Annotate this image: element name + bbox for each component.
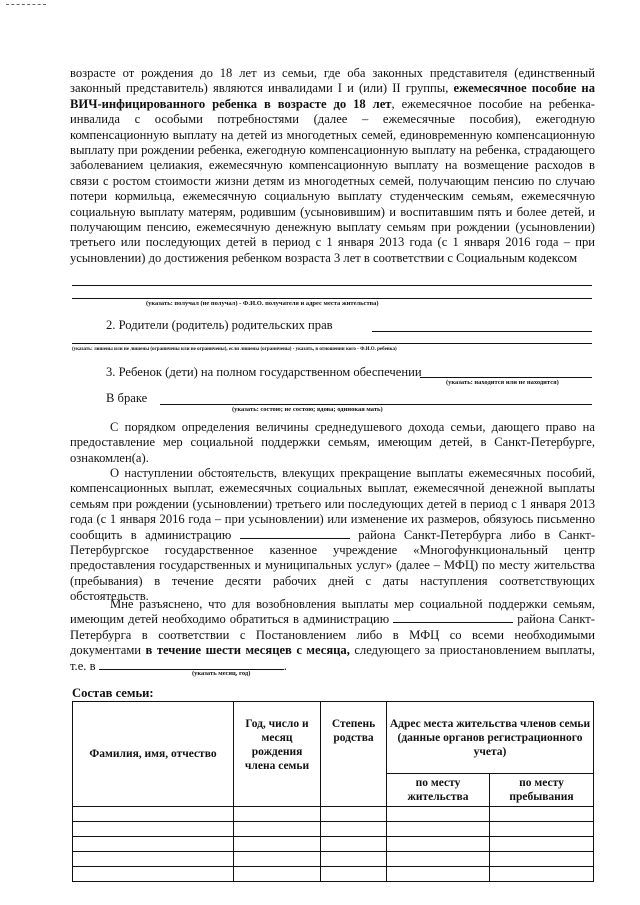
caption-marriage: (указать: состою; не состою; вдова; одинокая мать): [232, 406, 383, 413]
table-row: [73, 867, 594, 882]
marriage-label: В браке: [106, 391, 148, 405]
marriage-line[interactable]: [160, 404, 592, 405]
parents-line-1[interactable]: [372, 331, 592, 332]
caption-month: (указать месяц, год): [192, 670, 251, 677]
caption-receiving: (указать: получал (не получал) - Ф.И.О. получателя и адрес места жительства): [146, 300, 379, 307]
paragraph-intro: возрасте от рождения до 18 лет из семьи, где оба законных представителя (единственный законный представитель) являются инвалидами I и (или) II группы, ежемесячное пособие на ВИЧ-инфицированного ребенка в возрасте до 18 лет, ежемесячное пособие на ребенка-инвалида с особыми потребностями (далее – ежемесячные пособия), ежегодную компенсационную выплату на детей из многодетных семей, единовременную компенсационную выплату при рождении ребенка, ежегодную компенсационную выплату на ребенка, страдающего заболеванием целиакия, ежемесячную компенсационную выплату на возмещение расходов в связи с ростом стоимости жизни детям из многодетных семей, получающим пенсию по случаю потери кормильца, ежемесячную социальную выплату студенческим семьям, ежемесячную социальную выплату матерям, родившим (усыновившим) и воспитавшим пять и более детей, и получающим пенсию, ежемесячную денежную выплату семьям при рождении (усыновлении) третьего или последующих детей в период с 1 января 2013 года (с 1 января 2016 года – при усыновлении) до достижения ребенком возраста 3 лет в соответствии с Социальным кодексом: [70, 66, 595, 265]
month-field[interactable]: [99, 659, 284, 670]
table-row: [73, 837, 594, 852]
header-residence: по месту жительства: [387, 774, 490, 807]
table-row: [73, 822, 594, 837]
paragraph-obligation: О наступлении обстоятельств, влекущих прекращение выплаты ежемесячных пособий, компенсационных выплат, ежемесячных социальных выплат, ежемесячной денежной выплаты семьям при рождении (усыновлении) третьего или последующих детей в период с 1 января 2013 года (с 1 января 2016 года – при усыновлении) или изменение их размеров, обязуюсь письменно сообщить в администрацию района Санкт-Петербурга либо в Санкт-Петербургское государственное казенное учреждение «Многофункциональный центр предоставления государственных и муниципальных услуг» (далее – МФЦ) по месту жительства (пребывания) в течение десяти рабочих дней с даты наступления соответствующих обстоятельств.: [70, 466, 596, 604]
receiving-line-2[interactable]: [72, 298, 592, 299]
parents-line-2[interactable]: [72, 343, 592, 344]
header-birth: Год, число и месяц рождения члена семьи: [234, 702, 321, 807]
paragraph-income: С порядком определения величины среднедушевого дохода семьи, дающего право на предоставление мер социальной поддержки семьям, имеющим детей, в Санкт-Петербурге, ознакомлен(а).: [70, 420, 595, 465]
item-3-label: 3. Ребенок (дети) на полном государственном обеспечении: [106, 365, 422, 379]
custody-line[interactable]: [420, 377, 592, 378]
family-table: [72, 701, 594, 882]
caption-custody: (указать: находится или не находится): [446, 379, 559, 386]
family-title: Состав семьи:: [72, 686, 154, 700]
header-stay: по месту пребывания: [490, 774, 594, 807]
header-name: Фамилия, имя, отчество: [73, 702, 234, 807]
table-row: [73, 807, 594, 822]
item-2-label: 2. Родители (родитель) родительских прав: [106, 318, 333, 332]
paragraph-renewal: Мне разъяснено, что для возобновления выплаты мер социальной поддержки семьям, имеющим детей необходимо обратиться в администрацию района Санкт-Петербурга в соответствии с Постановлением либо в МФЦ со всеми необходимыми документами в течение шести месяцев с месяца, следующего за приостановлением выплаты, т.е. в .: [70, 597, 595, 673]
header-address: Адрес места жительства членов семьи (данные органов регистрационного учета): [387, 702, 594, 774]
district-field-2[interactable]: [393, 612, 513, 623]
header-relation: Степень родства: [321, 702, 387, 807]
caption-parents: (указать: лишены или не лишены (ограничены или не ограничены), если лишены (ограничены) - указать, в отношении кого - Ф.И.О. ребенка): [72, 347, 397, 352]
table-row: [73, 852, 594, 867]
receiving-line-1[interactable]: [72, 285, 592, 286]
scan-mark: [6, 4, 46, 6]
district-field-1[interactable]: [240, 528, 350, 539]
